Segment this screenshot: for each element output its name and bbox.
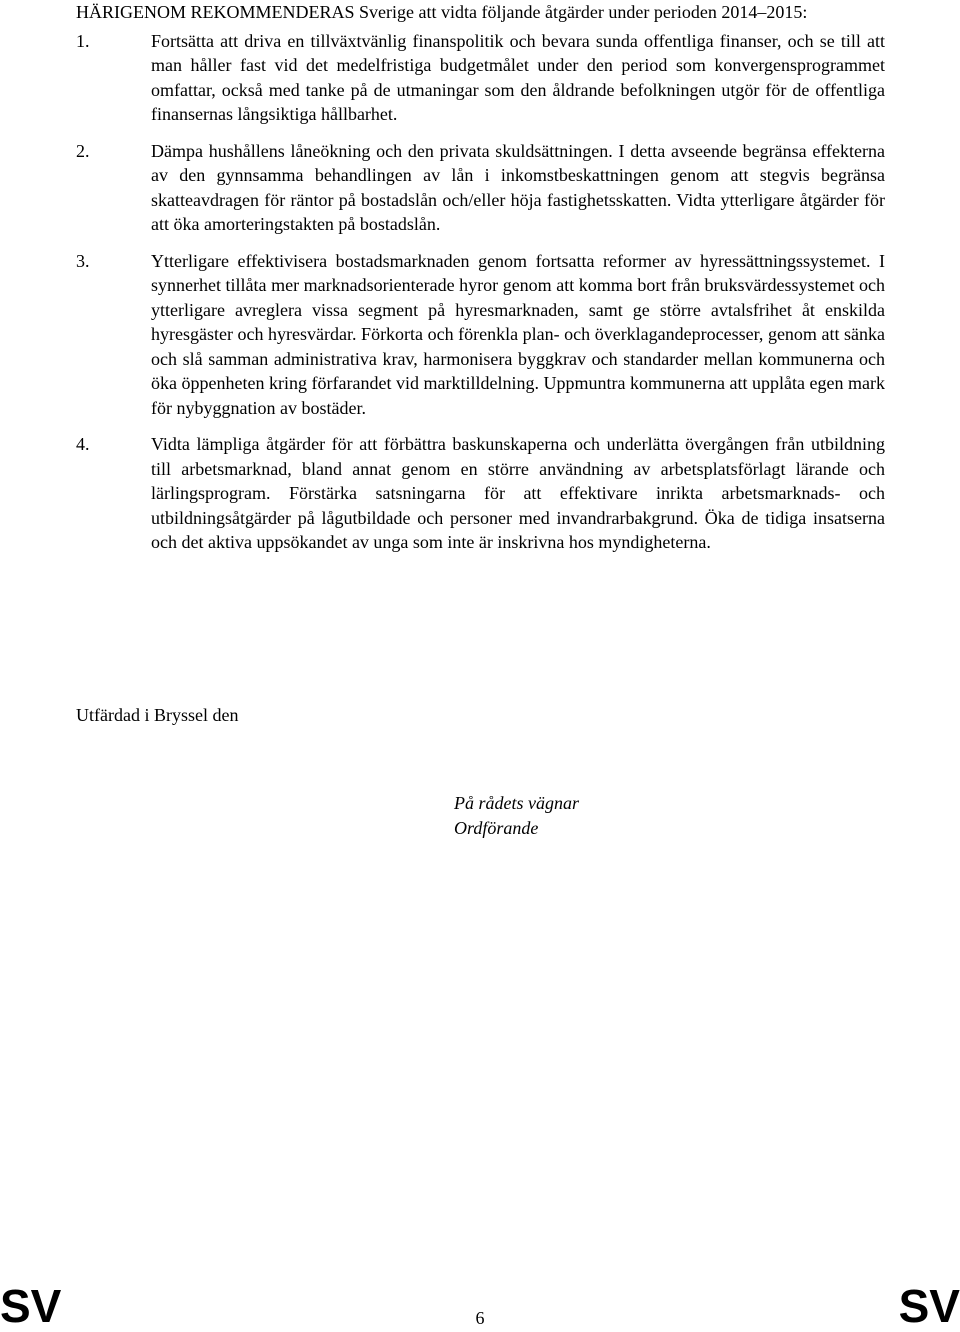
issued-in-brussels: Utfärdad i Bryssel den xyxy=(76,705,239,725)
signature-block xyxy=(454,791,579,841)
recommendation-number: 4. xyxy=(76,434,90,454)
recommendation-text: Ytterligare effektivisera bostadsmarknaden genom fortsatta reformer av hyressättningssystemet. I synnerhet tillåta mer marknadsorienterade hyror genom att komma bort från bruksvärdessystemet och ytterligare avreglera vissa segment på hyresmarknaden, samt ge större avtalsfrihet åt enskilda hyresgäster och hyresvärdar. Förkorta och förenkla plan- och överklagandeprocesser, genom att sänka och slå samman administrativa krav, harmonisera byggkrav och standarder mellan kommunerna och öka öppenheten kring förfarandet vid marktilldelning. Uppmuntra kommunerna att upplåta egen mark för nybyggnation av bostäder. xyxy=(151,250,885,418)
recommendation-number: 1. xyxy=(76,30,90,51)
recommendation-number: 3. xyxy=(76,250,90,271)
signature-title: Ordförande xyxy=(454,818,539,838)
intro-paragraph: HÄRIGENOM REKOMMENDERAS Sverige att vidta följande åtgärder under perioden 2014–2015: xyxy=(76,2,808,22)
recommendation-item xyxy=(76,432,885,555)
recommendation-item xyxy=(76,139,885,237)
recommendation-text: Dämpa hushållens låneökning och den privata skuldsättningen. I detta avseende begränsa effekterna av den gynnsamma behandlingen av lån i inkomstbeskattningen genom att stegvis begränsa skatteavdragen för räntor på bostadslån och/eller höja fastighetsskatten. Vidta ytterligare åtgärder för att öka amorteringstakten på bostadslån. xyxy=(151,140,885,234)
recommendation-text: Vidta lämpliga åtgärder för att förbättra baskunskaperna och underlätta övergången från utbildning till arbetsmarknad, bland annat genom en större användning av arbetsplatsförlagt lärande och lärlingsprogram. Förstärka satsningarna för att effektivare inrikta arbetsmarknads- och utbildningsåtgärder på lågutbildade och personer med invandrarbakgrund. Öka de tidiga insatserna och det aktiva uppsökandet av unga som inte är inskrivna hos myndigheterna. xyxy=(151,434,885,552)
document-body xyxy=(76,0,885,569)
recommendation-item xyxy=(76,249,885,421)
footer-language-right: SV xyxy=(898,1280,960,1332)
page-number: 6 xyxy=(475,1308,485,1328)
recommendation-text: Fortsätta att driva en tillväxtvänlig finanspolitik och bevara sunda offentliga finanser, och se till att man håller fast vid det medelfristiga budgetmålet under den period som konvergensprogrammet omfattar, också med tanke på de utmaningar som den åldrande befolkningen utgör för de offentliga finansernas långsiktiga hållbarhet. xyxy=(151,30,885,124)
recommendation-number: 2. xyxy=(76,140,90,161)
recommendation-item xyxy=(76,29,885,127)
signature-on-behalf: På rådets vägnar xyxy=(454,793,579,813)
footer-language-left: SV xyxy=(0,1280,62,1332)
